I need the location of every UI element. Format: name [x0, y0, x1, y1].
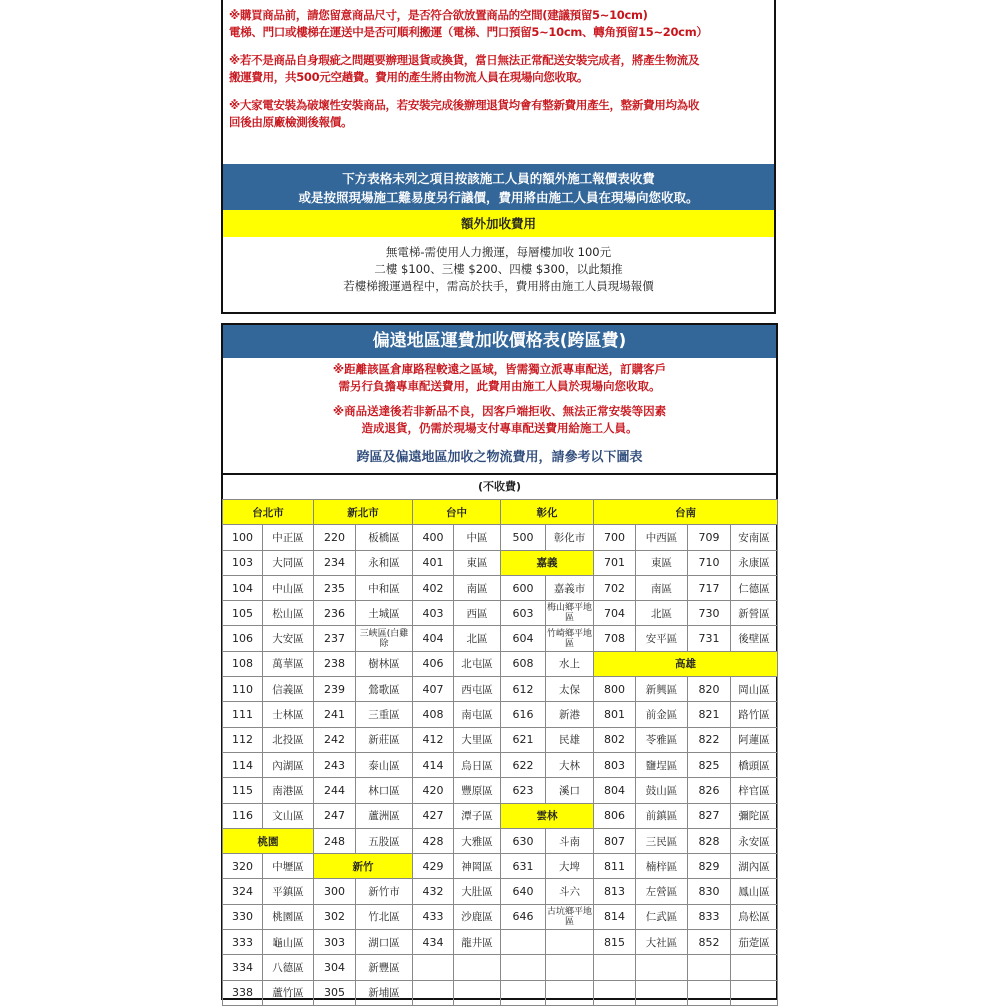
district-cell: 安平區 — [636, 626, 688, 651]
purchase-notice-panel — [221, 0, 776, 314]
zip-cell: 820 — [688, 677, 731, 702]
zip-cell: 852 — [688, 930, 731, 955]
zip-cell — [501, 955, 546, 980]
zip-cell: 612 — [501, 677, 546, 702]
zip-cell: 401 — [413, 550, 454, 575]
remote-note-line: 需另行負擔專車配送費用，此費用由施工人員於現場向您收取。 — [338, 379, 661, 393]
note-line: 回後由原廠檢測後報價。 — [229, 115, 353, 129]
district-cell: 五股區 — [356, 828, 413, 853]
table-row — [223, 651, 778, 676]
free-label: (不收費) — [477, 480, 522, 493]
table-row — [223, 702, 778, 727]
zip-cell: 105 — [223, 601, 263, 626]
zip-cell: 112 — [223, 727, 263, 752]
remote-note-line: ※商品送達後若非新品不良，因客戶端拒收、無法正常安裝等因素 — [332, 404, 667, 418]
zip-cell: 710 — [688, 550, 731, 575]
note-line: ※購買商品前，請您留意商品尺寸，是否符合欲放置商品的空間(建議預留5~10cm) — [229, 8, 648, 22]
district-cell: 中和區 — [356, 575, 413, 600]
zip-cell: 114 — [223, 752, 263, 777]
remote-area-notes — [223, 361, 776, 445]
remote-area-panel — [221, 323, 778, 1000]
district-cell: 前鎮區 — [636, 803, 688, 828]
table-row — [223, 727, 778, 752]
zip-cell: 115 — [223, 778, 263, 803]
district-cell — [636, 955, 688, 980]
district-cell: 永和區 — [356, 550, 413, 575]
district-cell: 東區 — [636, 550, 688, 575]
extra-fee-line: 無電梯-需使用人力搬運，每層樓加收 100元 — [385, 245, 612, 259]
note-line: ※若不是商品自身瑕疵之問題要辦理退貨或換貨，當日無法正常配送安裝完成者，將產生物流及 — [229, 53, 700, 67]
table-row — [223, 575, 778, 600]
construction-line-2: 或是按照現場施工難易度另行議價，費用將由施工人員在現場向您收取。 — [298, 190, 699, 205]
remote-area-title: 偏遠地區運費加收價格表(跨區費) — [223, 325, 776, 358]
zip-cell: 412 — [413, 727, 454, 752]
district-cell: 西屯區 — [454, 677, 501, 702]
zip-cell: 334 — [223, 955, 263, 980]
extra-fee-title: 額外加收費用 — [223, 210, 774, 237]
zip-cell: 717 — [688, 575, 731, 600]
district-cell — [546, 930, 594, 955]
district-cell: 岡山區 — [731, 677, 778, 702]
zip-cell: 402 — [413, 575, 454, 600]
region-header-kaohsiung: 高雄 — [594, 651, 778, 676]
zip-cell: 116 — [223, 803, 263, 828]
district-cell: 中西區 — [636, 525, 688, 550]
zip-cell: 828 — [688, 828, 731, 853]
district-cell: 竹北區 — [356, 904, 413, 929]
region-header-changhua: 彰化 — [501, 500, 594, 525]
zip-cell: 807 — [594, 828, 636, 853]
district-cell: 蘆竹區 — [263, 980, 314, 1005]
district-cell: 樹林區 — [356, 651, 413, 676]
district-cell: 斗南 — [546, 828, 594, 853]
zip-cell: 103 — [223, 550, 263, 575]
table-row — [223, 930, 778, 955]
zip-cell: 106 — [223, 626, 263, 651]
zip-cell: 111 — [223, 702, 263, 727]
district-cell: 大里區 — [454, 727, 501, 752]
zip-cell: 248 — [314, 828, 356, 853]
zip-cell: 621 — [501, 727, 546, 752]
zip-cell: 236 — [314, 601, 356, 626]
zip-cell: 247 — [314, 803, 356, 828]
zip-cell: 811 — [594, 854, 636, 879]
zip-cell: 815 — [594, 930, 636, 955]
zip-cell: 320 — [223, 854, 263, 879]
region-header-new-taipei: 新北市 — [314, 500, 413, 525]
district-cell — [546, 980, 594, 1005]
district-cell: 土城區 — [356, 601, 413, 626]
construction-notice-banner — [223, 164, 774, 210]
zip-cell: 338 — [223, 980, 263, 1005]
zip-cell: 801 — [594, 702, 636, 727]
zip-cell: 244 — [314, 778, 356, 803]
zip-cell: 622 — [501, 752, 546, 777]
zip-cell: 821 — [688, 702, 731, 727]
district-cell: 斗六 — [546, 879, 594, 904]
construction-line-1: 下方表格未列之項目按該施工人員的額外施工報價表收費 — [342, 171, 655, 186]
table-row — [223, 601, 778, 626]
district-cell: 沙鹿區 — [454, 904, 501, 929]
table-row — [223, 980, 778, 1005]
district-cell — [731, 955, 778, 980]
region-header-tainan: 台南 — [594, 500, 778, 525]
zip-cell: 500 — [501, 525, 546, 550]
district-cell — [636, 980, 688, 1005]
zip-cell: 303 — [314, 930, 356, 955]
zip-cell — [688, 955, 731, 980]
district-cell: 文山區 — [263, 803, 314, 828]
district-cell: 鶯歌區 — [356, 677, 413, 702]
district-cell: 竹崎鄉平地區 — [546, 626, 594, 651]
zip-cell: 403 — [413, 601, 454, 626]
district-cell: 永安區 — [731, 828, 778, 853]
region-header-taichung: 台中 — [413, 500, 501, 525]
district-cell: 茄萣區 — [731, 930, 778, 955]
zip-cell — [413, 980, 454, 1005]
zip-cell: 100 — [223, 525, 263, 550]
table-row — [223, 677, 778, 702]
zip-cell: 704 — [594, 601, 636, 626]
zip-cell: 428 — [413, 828, 454, 853]
zip-cell: 237 — [314, 626, 356, 651]
table-row — [223, 879, 778, 904]
zip-cell: 803 — [594, 752, 636, 777]
district-cell: 大同區 — [263, 550, 314, 575]
district-cell: 大林 — [546, 752, 594, 777]
zip-cell: 427 — [413, 803, 454, 828]
district-cell: 西區 — [454, 601, 501, 626]
zip-cell: 404 — [413, 626, 454, 651]
district-cell: 新莊區 — [356, 727, 413, 752]
zip-cell: 829 — [688, 854, 731, 879]
zip-cell: 434 — [413, 930, 454, 955]
zip-cell: 731 — [688, 626, 731, 651]
district-cell: 永康區 — [731, 550, 778, 575]
zip-cell — [594, 980, 636, 1005]
district-cell: 新興區 — [636, 677, 688, 702]
district-cell: 三民區 — [636, 828, 688, 853]
region-header-taoyuan: 桃園 — [223, 828, 314, 853]
district-cell: 大雅區 — [454, 828, 501, 853]
note-line: 電梯、門口或樓梯在運送中是否可順利搬運（電梯、門口預留5~10cm、轉角預留15~20cm） — [229, 25, 708, 39]
district-cell: 後壁區 — [731, 626, 778, 651]
remote-note-line: 造成退貨，仍需於現場支付專車配送費用給施工人員。 — [361, 421, 638, 435]
zip-cell: 702 — [594, 575, 636, 600]
zip-cell: 220 — [314, 525, 356, 550]
zip-cell — [501, 930, 546, 955]
table-row — [223, 550, 778, 575]
district-cell: 鳥松區 — [731, 904, 778, 929]
district-cell: 古坑鄉平地區 — [546, 904, 594, 929]
district-cell: 左營區 — [636, 879, 688, 904]
district-cell: 大安區 — [263, 626, 314, 651]
district-cell: 梓官區 — [731, 778, 778, 803]
zip-cell — [413, 955, 454, 980]
region-header-hsinchu: 新竹 — [314, 854, 413, 879]
zip-cell: 830 — [688, 879, 731, 904]
district-cell: 新港 — [546, 702, 594, 727]
zip-cell: 600 — [501, 575, 546, 600]
zip-cell — [594, 955, 636, 980]
zip-cell: 631 — [501, 854, 546, 879]
district-cell: 信義區 — [263, 677, 314, 702]
district-cell: 仁武區 — [636, 904, 688, 929]
zip-cell: 305 — [314, 980, 356, 1005]
district-cell: 鼓山區 — [636, 778, 688, 803]
district-cell: 龍井區 — [454, 930, 501, 955]
zip-cell: 616 — [501, 702, 546, 727]
zip-cell: 646 — [501, 904, 546, 929]
zip-cell: 709 — [688, 525, 731, 550]
district-cell: 士林區 — [263, 702, 314, 727]
zip-cell: 804 — [594, 778, 636, 803]
zip-cell: 623 — [501, 778, 546, 803]
district-cell: 北投區 — [263, 727, 314, 752]
district-cell: 太保 — [546, 677, 594, 702]
table-row — [223, 778, 778, 803]
district-cell: 北區 — [454, 626, 501, 651]
zip-cell: 827 — [688, 803, 731, 828]
district-cell: 仁德區 — [731, 575, 778, 600]
note-line: ※大家電安裝為破壞性安裝商品，若安裝完成後辦理退貨均會有整新費用產生，整新費用均為收 — [229, 98, 700, 112]
zip-cell: 432 — [413, 879, 454, 904]
district-cell: 彌陀區 — [731, 803, 778, 828]
zip-cell: 813 — [594, 879, 636, 904]
district-cell: 楠梓區 — [636, 854, 688, 879]
district-cell: 泰山區 — [356, 752, 413, 777]
district-cell: 北區 — [636, 601, 688, 626]
district-cell: 鳳山區 — [731, 879, 778, 904]
district-cell: 三峽區(白雞除 — [356, 626, 413, 651]
zip-cell: 302 — [314, 904, 356, 929]
district-cell: 嘉義市 — [546, 575, 594, 600]
district-cell: 北屯區 — [454, 651, 501, 676]
district-cell: 大社區 — [636, 930, 688, 955]
table-row — [223, 904, 778, 929]
district-cell — [546, 955, 594, 980]
zip-cell: 800 — [594, 677, 636, 702]
district-cell: 中區 — [454, 525, 501, 550]
zip-cell: 802 — [594, 727, 636, 752]
zip-cell: 400 — [413, 525, 454, 550]
table-row — [223, 854, 778, 879]
zip-cell: 414 — [413, 752, 454, 777]
zip-cell: 243 — [314, 752, 356, 777]
zip-cell: 700 — [594, 525, 636, 550]
zip-cell: 104 — [223, 575, 263, 600]
zip-cell: 110 — [223, 677, 263, 702]
table-header-row — [223, 500, 778, 525]
district-cell: 蘆洲區 — [356, 803, 413, 828]
district-cell: 神岡區 — [454, 854, 501, 879]
zip-cell — [688, 980, 731, 1005]
district-cell: 安南區 — [731, 525, 778, 550]
district-cell: 林口區 — [356, 778, 413, 803]
region-header-yunlin: 雲林 — [501, 803, 594, 828]
table-row — [223, 626, 778, 651]
district-cell: 東區 — [454, 550, 501, 575]
district-cell: 新竹市 — [356, 879, 413, 904]
postal-zone-table — [222, 499, 778, 1006]
reference-line: 跨區及偏遠地區加收之物流費用，請參考以下圖表 — [356, 450, 643, 465]
zip-cell: 814 — [594, 904, 636, 929]
extra-fee-line: 若樓梯搬運過程中，需高於扶手，費用將由施工人員現場報價 — [343, 279, 654, 293]
extra-fee-line: 二樓 $100、三樓 $200、四樓 $300，以此類推 — [374, 262, 623, 276]
district-cell: 桃園區 — [263, 904, 314, 929]
zip-cell: 238 — [314, 651, 356, 676]
district-cell: 龜山區 — [263, 930, 314, 955]
zip-cell: 630 — [501, 828, 546, 853]
district-cell: 南屯區 — [454, 702, 501, 727]
district-cell: 路竹區 — [731, 702, 778, 727]
district-cell: 大肚區 — [454, 879, 501, 904]
district-cell — [731, 980, 778, 1005]
zip-cell — [501, 980, 546, 1005]
district-cell: 烏日區 — [454, 752, 501, 777]
zip-cell: 330 — [223, 904, 263, 929]
zip-cell: 408 — [413, 702, 454, 727]
district-cell — [454, 955, 501, 980]
zip-cell: 429 — [413, 854, 454, 879]
zip-cell: 433 — [413, 904, 454, 929]
district-cell: 板橋區 — [356, 525, 413, 550]
district-cell: 梅山鄉平地區 — [546, 601, 594, 626]
district-cell: 新營區 — [731, 601, 778, 626]
zip-cell: 241 — [314, 702, 356, 727]
zip-cell: 608 — [501, 651, 546, 676]
district-cell: 南區 — [636, 575, 688, 600]
zip-cell: 242 — [314, 727, 356, 752]
district-cell: 平鎮區 — [263, 879, 314, 904]
district-cell: 內湖區 — [263, 752, 314, 777]
district-cell: 中壢區 — [263, 854, 314, 879]
district-cell: 潭子區 — [454, 803, 501, 828]
zip-cell: 603 — [501, 601, 546, 626]
zip-cell: 730 — [688, 601, 731, 626]
district-cell: 南港區 — [263, 778, 314, 803]
district-cell: 三重區 — [356, 702, 413, 727]
table-row — [223, 955, 778, 980]
district-cell: 松山區 — [263, 601, 314, 626]
zip-cell: 108 — [223, 651, 263, 676]
district-cell: 新豐區 — [356, 955, 413, 980]
district-cell: 橋頭區 — [731, 752, 778, 777]
district-cell: 苓雅區 — [636, 727, 688, 752]
district-cell: 湖口區 — [356, 930, 413, 955]
district-cell: 萬華區 — [263, 651, 314, 676]
note-line: 搬運費用，共500元空趟費。費用的產生將由物流人員在現場向您收取。 — [229, 70, 589, 84]
region-header-taipei: 台北市 — [223, 500, 314, 525]
district-cell: 南區 — [454, 575, 501, 600]
district-cell: 豐原區 — [454, 778, 501, 803]
zip-cell: 806 — [594, 803, 636, 828]
district-cell — [454, 980, 501, 1005]
zip-cell: 235 — [314, 575, 356, 600]
district-cell: 水上 — [546, 651, 594, 676]
zip-cell: 406 — [413, 651, 454, 676]
district-cell: 中正區 — [263, 525, 314, 550]
table-row — [223, 803, 778, 828]
district-cell: 阿蓮區 — [731, 727, 778, 752]
zip-cell: 825 — [688, 752, 731, 777]
purchase-notes — [229, 7, 774, 142]
zip-cell: 324 — [223, 879, 263, 904]
district-cell: 中山區 — [263, 575, 314, 600]
extra-fee-details — [223, 244, 774, 295]
table-row — [223, 752, 778, 777]
zip-cell: 604 — [501, 626, 546, 651]
remote-note-line: ※距離該區倉庫路程較遠之區域，皆需獨立派專車配送，訂購客戶 — [332, 362, 667, 376]
district-cell: 八德區 — [263, 955, 314, 980]
zip-cell: 822 — [688, 727, 731, 752]
zip-cell: 304 — [314, 955, 356, 980]
zip-cell: 333 — [223, 930, 263, 955]
district-cell: 溪口 — [546, 778, 594, 803]
region-header-chiayi: 嘉義 — [501, 550, 594, 575]
zip-cell: 701 — [594, 550, 636, 575]
zip-cell: 833 — [688, 904, 731, 929]
zip-cell: 640 — [501, 879, 546, 904]
district-cell: 彰化市 — [546, 525, 594, 550]
district-cell: 湖內區 — [731, 854, 778, 879]
zip-cell: 234 — [314, 550, 356, 575]
table-row — [223, 828, 778, 853]
zip-cell: 239 — [314, 677, 356, 702]
table-row — [223, 525, 778, 550]
district-cell: 前金區 — [636, 702, 688, 727]
district-cell: 鹽埕區 — [636, 752, 688, 777]
district-cell: 大埤 — [546, 854, 594, 879]
zip-cell: 300 — [314, 879, 356, 904]
divider — [223, 473, 776, 475]
district-cell: 新埔區 — [356, 980, 413, 1005]
zip-cell: 420 — [413, 778, 454, 803]
district-cell: 民雄 — [546, 727, 594, 752]
zip-cell: 708 — [594, 626, 636, 651]
zip-cell: 826 — [688, 778, 731, 803]
zip-cell: 407 — [413, 677, 454, 702]
